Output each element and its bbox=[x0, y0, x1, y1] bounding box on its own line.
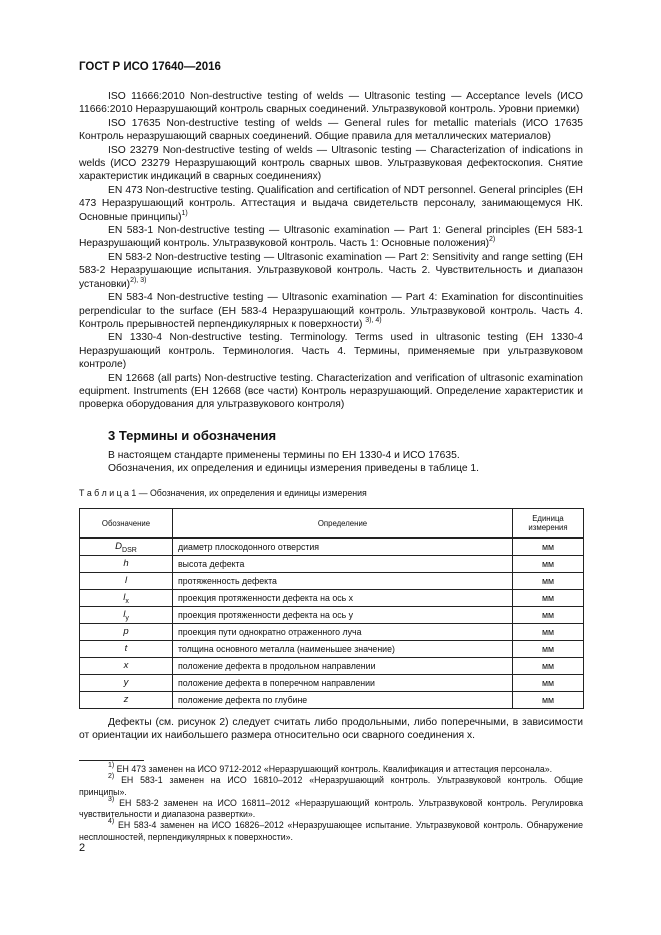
paragraph: В настоящем стандарте применены термины по ЕН 1330-4 и ИСО 17635. bbox=[108, 450, 460, 461]
symbol-cell bbox=[80, 692, 173, 709]
symbol: y bbox=[123, 676, 129, 688]
column-header: Единица измерения bbox=[513, 509, 584, 539]
symbol-subscript: x bbox=[125, 597, 129, 605]
unit-cell: мм bbox=[513, 624, 584, 641]
reference-text: EN 1330-4 Non-destructive testing. Terminology. Terms used in ultrasonic testing (ЕН 1330-4 Неразрушающий контроль. Терминология. Часть 4. Термины, применяемые при ультразвуковом контроле) bbox=[79, 332, 583, 371]
references-list bbox=[79, 90, 583, 412]
definition-cell: положение дефекта по глубине bbox=[173, 692, 513, 709]
footnote-text: ЕН 583-4 заменен на ИСО 16826–2012 «Неразрушающее испытание. Ультразвуковой контроль. Обнаружение несплошностей, перпендикулярных к поверхности». bbox=[79, 820, 583, 842]
unit-cell: мм bbox=[513, 675, 584, 692]
definition-cell: протяженность дефекта bbox=[173, 573, 513, 590]
symbol: D bbox=[115, 540, 123, 552]
reference-item bbox=[79, 184, 583, 224]
symbol-cell bbox=[80, 675, 173, 692]
symbol-subscript: DSR bbox=[122, 546, 137, 554]
symbol: x bbox=[123, 659, 129, 671]
reference-text: EN 473 Non-destructive testing. Qualification and certification of NDT personnel. General principles (ЕН 473 Неразрушающий контроль. Аттестация и выдача свидетельств персоналу, занимающемуся НК. Основные принципы) bbox=[79, 184, 583, 223]
table-row bbox=[80, 692, 584, 709]
unit-cell: мм bbox=[513, 658, 584, 675]
footnote-text: ЕН 473 заменен на ИСО 9712-2012 «Неразрушающий контроль. Квалификация и аттестация персонала». bbox=[114, 764, 553, 774]
definition-cell: толщина основного металла (наименьшее значение) bbox=[173, 641, 513, 658]
unit-cell: мм bbox=[513, 538, 584, 556]
reference-item bbox=[79, 117, 583, 144]
symbol-subscript: y bbox=[125, 614, 129, 622]
table-row bbox=[80, 538, 584, 556]
column-header: Обозначение bbox=[80, 509, 173, 539]
symbol-cell bbox=[80, 573, 173, 590]
footnote bbox=[79, 820, 583, 843]
unit-cell: мм bbox=[513, 641, 584, 658]
unit-cell: мм bbox=[513, 692, 584, 709]
symbol: z bbox=[123, 693, 129, 705]
footnotes bbox=[79, 764, 583, 843]
symbol: l bbox=[123, 608, 126, 620]
footnote-text: ЕН 583-1 заменен на ИСО 16810–2012 «Неразрушающий контроль. Ультразвуковой контроль. Общие принципы». bbox=[79, 775, 583, 797]
reference-text: EN 583-1 Non-destructive testing — Ultrasonic examination — Part 1: General principles (ЕН 583-1 Неразрушающий контроль. Ультразвуковой контроль. Часть 1: Основные положения) bbox=[79, 225, 583, 250]
footnote bbox=[79, 775, 583, 798]
table-row bbox=[80, 675, 584, 692]
reference-item bbox=[79, 144, 583, 184]
footnote-mark[interactable]: 1) bbox=[181, 209, 188, 217]
symbol-cell bbox=[80, 658, 173, 675]
footnote bbox=[79, 764, 583, 775]
reference-item bbox=[79, 251, 583, 291]
symbol-cell bbox=[80, 556, 173, 573]
table-caption: Т а б л и ц а 1 — Обозначения, их определения и единицы измерения bbox=[79, 488, 367, 498]
unit-cell: мм bbox=[513, 590, 584, 607]
reference-text: EN 583-4 Non-destructive testing — Ultrasonic examination — Part 4: Examination for discontinuities perpendicular to the surface (ЕН 583-4 Неразрушающий контроль. Ультразвуковой контроль. Часть 4. Контроль прерывностей перпендикулярных к поверхности) bbox=[79, 292, 583, 330]
paragraph: Дефекты (см. рисунок 2) следует считать либо продольными, либо поперечными, в зависимости от ориентации их наибольшего размера относительно оси сварного соединения x. bbox=[79, 717, 583, 742]
reference-text: EN 583-2 Non-destructive testing — Ultrasonic examination — Part 2: Sensitivity and range setting (ЕН 583-2 Неразрушающие испытания. Ультразвуковой контроль. Часть 2. Чувствительность и диапазон установки) bbox=[79, 251, 583, 290]
table-row bbox=[80, 624, 584, 641]
table-row bbox=[80, 590, 584, 607]
reference-text: ISO 17635 Non-destructive testing of welds — General rules for metallic materials (ИСО 17635 Контроль неразрушающий сварных соединений. Общие правила для металлических материалов) bbox=[79, 117, 583, 143]
section-intro bbox=[79, 449, 583, 476]
definition-cell: положение дефекта в продольном направлении bbox=[173, 658, 513, 675]
footnote-mark: 3) bbox=[108, 795, 115, 803]
reference-item bbox=[79, 331, 583, 371]
symbol: t bbox=[124, 642, 128, 654]
document-header: ГОСТ Р ИСО 17640—2016 bbox=[79, 61, 221, 73]
table-row bbox=[80, 658, 584, 675]
symbol-cell bbox=[80, 607, 173, 624]
unit-cell: мм bbox=[513, 556, 584, 573]
footnote-mark[interactable]: 2) bbox=[489, 236, 496, 244]
unit-cell: мм bbox=[513, 607, 584, 624]
table-row bbox=[80, 573, 584, 590]
symbols-table bbox=[79, 508, 584, 709]
footnote-mark: 2) bbox=[108, 773, 115, 781]
reference-item bbox=[79, 90, 583, 117]
reference-text: ISO 11666:2010 Non-destructive testing of welds — Ultrasonic testing — Acceptance levels (ИСО 11666:2010 Неразрушающий контроль сварных соединений. Ультразвуковой контроль. Уровни приемки) bbox=[79, 91, 583, 116]
reference-item bbox=[79, 224, 583, 251]
symbol: l bbox=[124, 574, 128, 586]
table-row bbox=[80, 641, 584, 658]
paragraph: Обозначения, их определения и единицы измерения приведены в таблице 1. bbox=[108, 463, 480, 475]
symbol: p bbox=[123, 625, 129, 637]
definition-cell: проекция протяженности дефекта на ось y bbox=[173, 607, 513, 624]
symbol-cell bbox=[80, 641, 173, 658]
symbol-cell bbox=[80, 624, 173, 641]
column-header: Определение bbox=[173, 509, 513, 539]
definition-cell: проекция пути однократно отраженного луча bbox=[173, 624, 513, 641]
footnote-divider bbox=[79, 760, 144, 761]
unit-cell: мм bbox=[513, 573, 584, 590]
symbol: l bbox=[123, 591, 126, 603]
footnote bbox=[79, 795, 583, 821]
footnote-mark[interactable]: 2), 3) bbox=[130, 276, 147, 284]
reference-item bbox=[79, 291, 583, 331]
table-row bbox=[80, 607, 584, 624]
definition-cell: диаметр плоскодонного отверстия bbox=[173, 538, 513, 556]
reference-text: EN 12668 (all parts) Non-destructive testing. Characterization and verification of ultrasonic examination equipment. Instruments (ЕН 12668 (все части) Контроль неразрушающий. Определение характеристик и проверка оборудования для ультразвукового контроля) bbox=[79, 372, 583, 411]
footnote-mark[interactable]: 3), 4) bbox=[365, 316, 382, 324]
symbol-cell bbox=[80, 590, 173, 607]
footnote-mark: 4) bbox=[108, 818, 115, 826]
definition-cell: положение дефекта в поперечном направлении bbox=[173, 675, 513, 692]
reference-text: ISO 23279 Non-destructive testing of welds — Ultrasonic testing — Characterization of indications in welds (ИСО 23279 Неразрушающий контроль сварных швов. Ультразвуковая дефектоскопия. Снятие характеристик индикаций в сварных соединениях) bbox=[79, 144, 583, 183]
definition-cell: проекция протяженности дефекта на ось x bbox=[173, 590, 513, 607]
footnote-text: ЕН 583-2 заменен на ИСО 16811–2012 «Неразрушающий контроль. Ультразвуковой контроль. Регулировка чувствительности и диапазона развертки». bbox=[79, 797, 583, 820]
symbol: h bbox=[123, 557, 129, 569]
definition-cell: высота дефекта bbox=[173, 556, 513, 573]
table-row bbox=[80, 556, 584, 573]
footnote-mark: 1) bbox=[108, 762, 115, 769]
reference-item bbox=[79, 372, 583, 412]
after-table-paragraph bbox=[79, 716, 583, 743]
symbol-cell bbox=[80, 538, 173, 556]
section-heading: 3 Термины и обозначения bbox=[108, 428, 277, 443]
page-number: 2 bbox=[79, 842, 86, 854]
